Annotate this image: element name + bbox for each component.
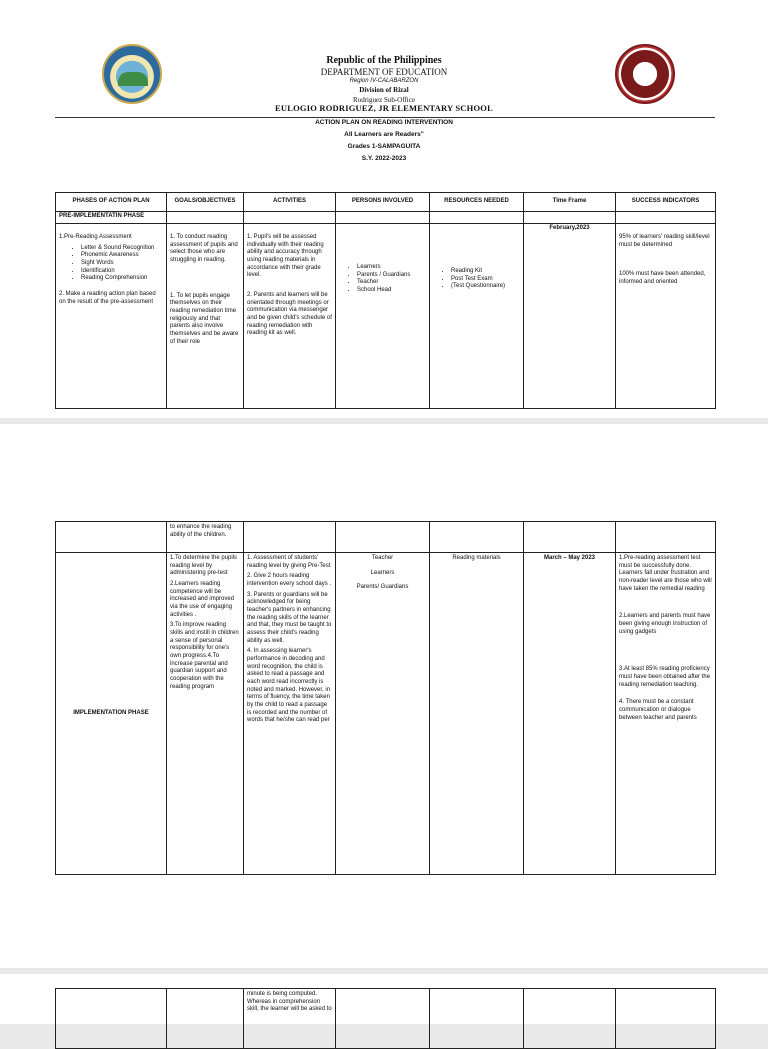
pre-persons-cell xyxy=(336,224,430,409)
activity-item: 1. Pupil's will be assessed individually with their reading ability and accuracy through using reading materials in accordance with their grade level. xyxy=(247,234,324,279)
goal-item: 3.To improve reading skills and instill in children a sense of personal responsibility for one's own progress.4.To increase parental and guardian support and cooperation with the reading program xyxy=(170,622,239,690)
activity-continued: minute is being computed. Whereas in comprehension skill, the learner will be asked to xyxy=(244,989,336,1049)
action-plan-table-continued xyxy=(55,521,716,875)
header-deped: DEPARTMENT OF EDUCATION xyxy=(320,67,448,77)
pre-resources-cell xyxy=(430,224,524,409)
pre-phase-item: 1.Pre-Reading Assessment xyxy=(59,234,132,240)
document-title: ACTION PLAN ON READING INTERVENTION xyxy=(315,119,453,126)
list-item: • (Test Questionnaire) xyxy=(451,283,520,291)
list-item: • Phonemic Awareness xyxy=(81,252,163,260)
impl-time-frame: March – May 2023 xyxy=(524,553,616,875)
impl-phase-label: IMPLEMENTATION PHASE xyxy=(56,553,167,875)
pre-phase-label: PRE-IMPLEMENTATIN PHASE xyxy=(56,212,167,224)
impl-resources: Reading materials xyxy=(430,553,524,875)
goal-item: 2.Learners reading competence will be increased and improved via the use of engaging activities . xyxy=(170,581,235,618)
header-republic: Republic of the Philippines xyxy=(326,55,442,66)
list-item: • Learners xyxy=(357,264,426,272)
list-item: • School Head xyxy=(357,287,426,295)
pre-phase-cell xyxy=(56,224,167,409)
list-item: Learners xyxy=(370,569,395,576)
table-row xyxy=(56,989,716,1049)
list-item: • Teacher xyxy=(357,279,426,287)
document-school-year: S.Y. 2022-2023 xyxy=(361,155,407,162)
impl-activities-cell xyxy=(244,553,336,875)
success-item: 3.At least 85% reading proficiency must have been obtained after the reading remediation teaching. xyxy=(619,666,711,688)
activity-item: 4. In assessing learner's performance in decoding and word recognition, the child is asked to read a passage and each word read incorrectly is noted and marked. However, in terms of fluency, the time taken by the child to read a passage is recorded and the number of words that he/she can read per xyxy=(247,648,331,724)
column-header: GOALS/OBJECTIVES xyxy=(167,193,244,212)
activity-item: 2. Give 2 hours reading intervention every school days . xyxy=(247,573,332,588)
list-item: • Reading Kit xyxy=(451,268,520,276)
list-item: • Letter & Sound Recognition xyxy=(81,245,163,253)
activity-item: 3. Parents or guardians will be acknowledged for being teacher's partners in enhancing the reading skills of the learner and that, they must be taught to assess their child's reading ability as well. xyxy=(247,591,332,644)
header-school-name: EULOGIO RODRIGUEZ, JR ELEMENTARY SCHOOL xyxy=(275,103,493,113)
table-row xyxy=(56,212,716,224)
list-item: • Parents / Guardians xyxy=(357,272,426,280)
table-row xyxy=(56,522,716,553)
success-item: 4. There must be a constant communication or dialogue between teacher and parents xyxy=(619,699,697,721)
impl-success-cell xyxy=(616,553,716,875)
table-row xyxy=(56,553,716,875)
activity-item: 2. Parents and learners will be orientated through meetings or communication via messenger and be given child's schedule of reading remediation with reading kit as well. xyxy=(247,292,332,337)
header-sub-office: Rodriguez Sub-Office xyxy=(353,96,415,104)
document-tagline: All Learners are Readers" xyxy=(344,131,424,138)
column-header: SUCCESS INDICATORS xyxy=(616,193,716,212)
list-item: Teacher xyxy=(371,555,394,561)
goal-continued: to enhance the reading ability of the children. xyxy=(167,522,244,553)
document-page-1 xyxy=(0,0,768,418)
pre-phase-item: 2. Make a reading action plan based on the result of the pre-assessment xyxy=(59,291,156,305)
header-region: Region IV-CALABARZON xyxy=(349,78,419,84)
list-item: • Reading Comprehension xyxy=(81,275,163,283)
header-divider xyxy=(55,117,715,118)
table-row xyxy=(56,224,716,409)
action-plan-table-continued-2 xyxy=(55,988,716,1049)
pre-activities-cell xyxy=(244,224,336,409)
document-grade-section: Grades 1-SAMPAGUITA xyxy=(347,143,421,150)
success-item: 2.Learners and parents must have been giving enough instruction of using gadgets xyxy=(619,613,711,635)
success-item: 1.Pre-reading assessment test must be successfully done. Learners fall under frustration and non-reader level are those who will have taken the remedial reading xyxy=(619,555,712,592)
list-item: • Identification xyxy=(81,268,163,276)
action-plan-table xyxy=(55,192,716,409)
goal-item: 1. To let pupils engage themselves on their reading remediation time religiously and that parents also involve themselves and be aware of their role xyxy=(170,292,239,345)
column-header: Time Frame xyxy=(524,193,616,212)
pre-time-frame: February,2023 xyxy=(524,224,616,409)
document-page-3 xyxy=(0,974,768,1024)
list-item: • Sight Words xyxy=(81,260,163,268)
document-page-2 xyxy=(0,424,768,968)
column-header: RESOURCES NEEDED xyxy=(430,193,524,212)
pre-success-cell xyxy=(616,224,716,409)
header-division: Division of Rizal xyxy=(359,86,409,94)
goal-item: 1. To conduct reading assessment of pupils and select those who are struggling in reading. xyxy=(170,234,238,264)
activity-item: 1. Assessment of students' reading level by giving Pre-Test xyxy=(247,555,331,569)
column-header: PHASES OF ACTION PLAN xyxy=(56,193,167,212)
pre-goals-cell xyxy=(167,224,244,409)
column-header: PERSONS INVOLVED xyxy=(336,193,430,212)
column-header: ACTIVITIES xyxy=(244,193,336,212)
impl-persons-cell xyxy=(336,553,430,875)
table-header-row xyxy=(56,193,716,212)
success-item: 95% of learners' reading skill/level must be determined xyxy=(619,234,710,248)
list-item: • Post Test Exam xyxy=(451,276,520,284)
impl-goals-cell xyxy=(167,553,244,875)
list-item: Parents/ Guardians xyxy=(356,584,409,591)
goal-item: 1.To determine the pupils reading level by administering pre-test xyxy=(170,555,238,577)
success-item: 100% must have been attended, informed and oriented xyxy=(619,271,706,286)
